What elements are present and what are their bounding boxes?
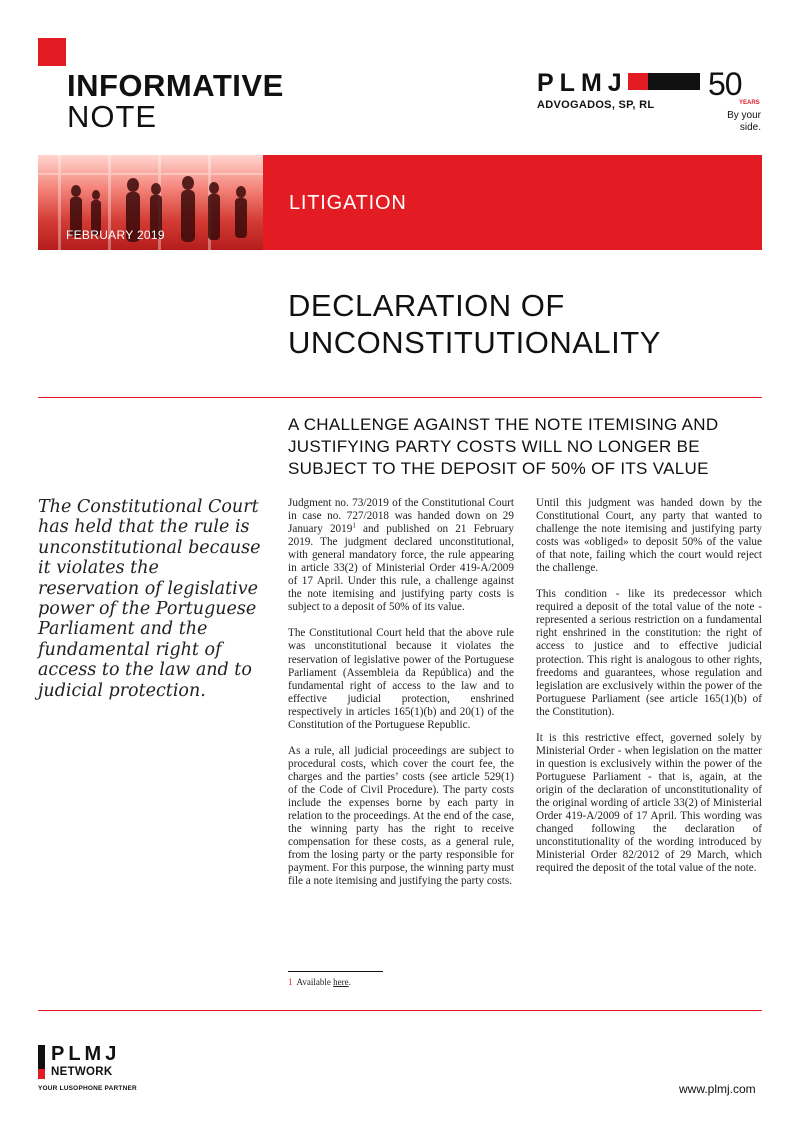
network-tagline: YOUR LUSOPHONE PARTNER bbox=[38, 1085, 137, 1092]
pull-quote: The Constitutional Court has held that the rule is unconstitutional because it violates the reservation of legislative power of the Portuguese Parliament and the fundamental right of access to the law and to judicial protection. bbox=[38, 497, 261, 701]
footnote-number: 1 bbox=[288, 977, 293, 987]
network-logo-red-bar bbox=[38, 1069, 45, 1079]
body-paragraph: As a rule, all judicial proceedings are subject to procedural costs, which cover the court fee, the charges and the parties’ costs (see article 529(1) of the Code of Civil Procedure). The party costs include the expenses borne by each party in relation to the proceedings. At the end of the case, the winning party has the right to receive compensation for these costs, as a general rule, from the losing party or the party responsible for payment. For this purpose, the winning party must file a note itemising and justifying the party costs. bbox=[288, 744, 514, 888]
body-paragraph: The Constitutional Court held that the above rule was unconstitutional because it violates the reservation of legislative power of the Portuguese Parliament (Assembleia da República) and the fundamental right of access to the law and to effective judicial protection, enshrined respectively in articles 165(1)(b) and 20(1) of the Constitution of the Portuguese Republic. bbox=[288, 627, 514, 731]
footnote-text: Available bbox=[296, 977, 334, 987]
body-column-left bbox=[288, 497, 514, 901]
body-paragraph: Judgment no. 73/2019 of the Constitutional Court in case no. 727/2018 was handed down on 29 January 2019$^1$ and published on 21 February 2019. The judgment declared unconstitutional, with general mandatory force, the rule appearing in article 33(2) of Ministerial Order 419-A/2009 of 17 April. Under this rule, a challenge against the note itemising and justifying party costs is subject to a deposit of 50% of its value. bbox=[288, 497, 515, 614]
logo-black-bar bbox=[648, 73, 700, 90]
document-type-title: INFORMATIVE bbox=[67, 68, 284, 103]
plmj-logo-subtitle: ADVOGADOS, SP, RL bbox=[537, 99, 655, 111]
banner-photo bbox=[38, 155, 263, 250]
body-paragraph: Until this judgment was handed down by the Constitutional Court, any party that wanted to challenge the note itemising and justifying party costs was «obliged» to deposit 50% of the value of that note, failing which the court would reject the challenge. bbox=[536, 497, 762, 575]
divider-bottom bbox=[38, 1010, 762, 1011]
website-link[interactable]: www.plmj.com bbox=[679, 1082, 756, 1096]
banner-red-panel bbox=[263, 155, 762, 250]
document-type-subtitle: NOTE bbox=[67, 99, 158, 134]
article-subheadline: A CHALLENGE AGAINST THE NOTE ITEMISING AND JUSTIFYING PARTY COSTS WILL NO LONGER BE SUBJECT TO THE DEPOSIT OF 50% OF ITS VALUE bbox=[288, 415, 719, 478]
network-logo-label: NETWORK bbox=[51, 1066, 113, 1078]
footnote-divider bbox=[288, 971, 383, 972]
anniversary-tagline: By your side. bbox=[727, 110, 761, 133]
footnote-link[interactable]: here bbox=[333, 977, 349, 987]
footnote-reference[interactable]: 1 bbox=[352, 521, 356, 530]
plmj-logo-wordmark: PLMJ bbox=[537, 69, 628, 97]
body-column-right bbox=[536, 497, 762, 888]
article-headline: DECLARATION OF UNCONSTITUTIONALITY bbox=[288, 288, 661, 360]
practice-area-label: LITIGATION bbox=[289, 192, 407, 214]
corner-red-square bbox=[38, 38, 66, 66]
anniversary-logo bbox=[708, 68, 764, 138]
section-banner bbox=[38, 155, 762, 250]
footnote bbox=[288, 977, 351, 987]
publication-date: FEBRUARY 2019 bbox=[66, 228, 165, 242]
network-logo-black-bar bbox=[38, 1045, 45, 1069]
divider-top bbox=[38, 397, 762, 398]
body-paragraph: This condition - like its predecessor which required a deposit of the total value of the note - represented a serious restriction on a fundamental right enshrined in the constitution: the right of access to justice and to effective judicial protection. This right is analogous to other rights, freedoms and guarantees, whose regulation and legislation are exclusively within the power of the Portuguese Parliament (see article 165(1)(b) of the Constitution). bbox=[536, 588, 762, 718]
anniversary-label: YEARS bbox=[739, 100, 760, 106]
network-logo-wordmark: PLMJ bbox=[51, 1043, 121, 1065]
body-paragraph: It is this restrictive effect, governed solely by Ministerial Order - when legislation on the matter in question is exclusively within the power of the Portuguese Parliament - that is, again, at the origin of the declaration of unconstitutionality of the original wording of article 33(2) of Ministerial Order 419-A/2009 of 17 April. This wording was changed following the declaration of unconstitutionality of the wording introduced by Ministerial Order 82/2012 of 29 March, which required the deposit of the total value of the note. bbox=[536, 731, 762, 875]
logo-red-bar bbox=[628, 73, 648, 90]
anniversary-number: 50 bbox=[708, 66, 742, 102]
footnote-end: . bbox=[348, 977, 351, 987]
